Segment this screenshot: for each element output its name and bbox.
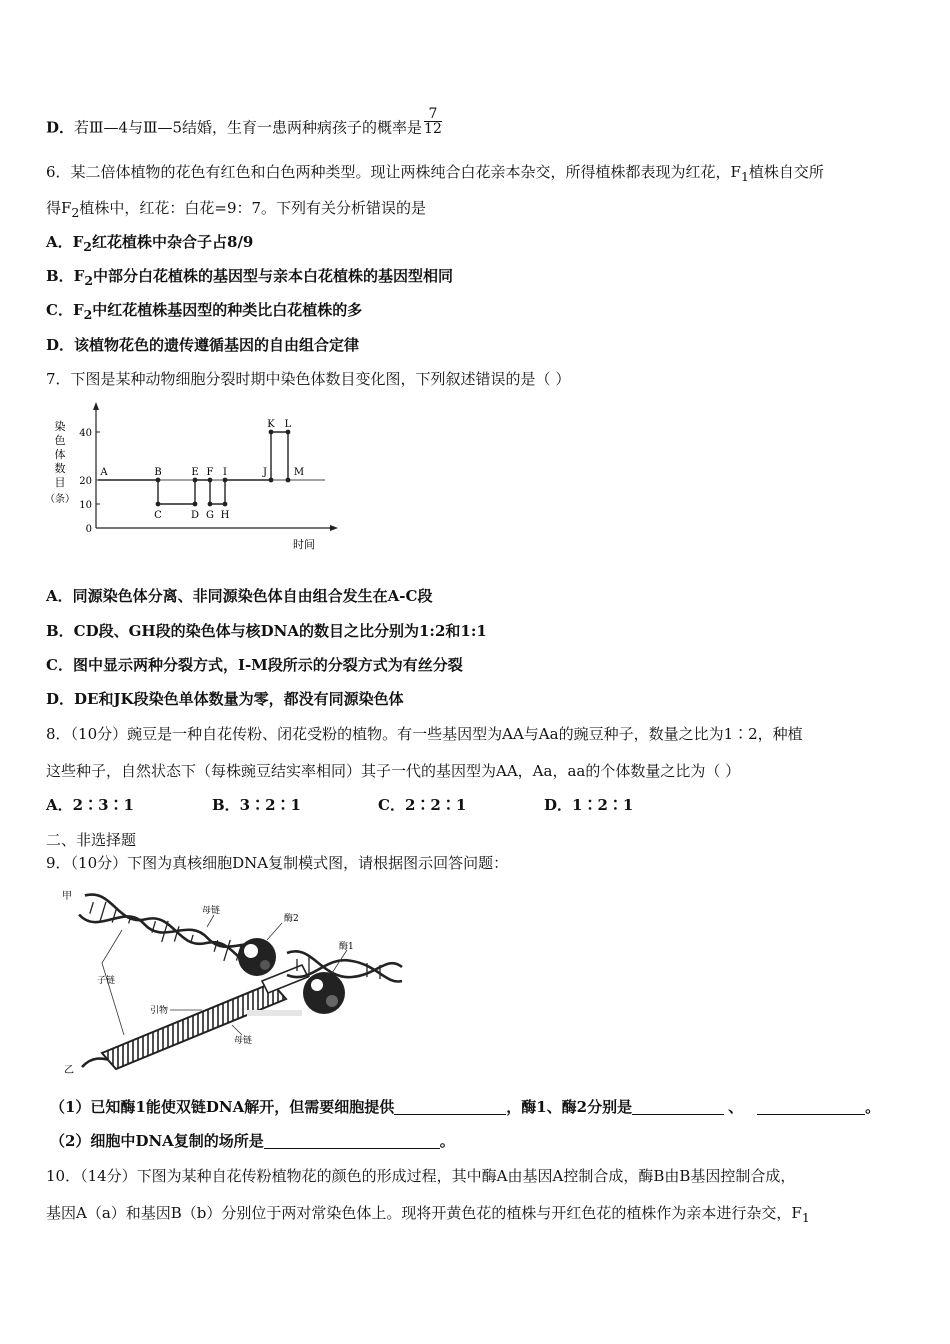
data-point [269, 478, 274, 483]
data-point [223, 478, 228, 483]
label-parent-strand-bottom: 母链 [234, 1036, 253, 1046]
y-tick-label: 0 [85, 524, 92, 535]
data-point [286, 430, 291, 435]
point-label: F [206, 467, 214, 478]
y-axis-arrow [93, 402, 99, 410]
q7-option-a: A．同源染色体分离、非同源染色体自由组合发生在A-C段 [46, 587, 433, 605]
q9-sub1-text: （1）已知酶1能使双链DNA解开，但需要细胞提供 [50, 1098, 395, 1116]
y-axis-label-char: 色 [54, 434, 66, 447]
data-point [208, 502, 213, 507]
q10-stem-line1: 10．（14分）下图为某种自花传粉植物花的颜色的形成过程，其中酶A由基因A控制合成，酶B由B基因控制合成， [46, 1167, 796, 1185]
label-daughter-strand: 子链 [97, 976, 116, 986]
point-label: H [220, 510, 230, 521]
q8-option-b: B．3∶2∶1 [212, 796, 301, 814]
x-axis-arrow [330, 525, 338, 531]
point-label: L [284, 419, 292, 430]
q7-option-b: B．CD段、GH段的染色体与核DNA的数目之比分别为1:2和1:1 [46, 622, 487, 640]
point-label: J [262, 467, 268, 478]
y-axis-label-char: 染 [54, 420, 66, 433]
y-axis-label-char: 数 [54, 462, 66, 475]
point-label: B [154, 467, 162, 478]
y-axis-label-char: 体 [54, 448, 66, 461]
answer-blank[interactable] [757, 1099, 865, 1115]
point-label: M [293, 467, 305, 478]
label-yi: 乙 [64, 1065, 74, 1076]
enzyme-2 [238, 938, 276, 976]
subscript: 2 [83, 239, 92, 254]
answer-blank[interactable] [632, 1099, 724, 1115]
q6-option-a [46, 232, 253, 257]
option-text: 红花植株中杂合子占8/9 [92, 233, 254, 251]
label-jia: 甲 [62, 891, 72, 902]
q9-stem: 9．（10分）下图为真核细胞DNA复制模式图，请根据图示回答问题： [46, 854, 509, 872]
label-primer: 引物 [150, 1006, 169, 1016]
point-label: K [267, 419, 275, 430]
fraction [424, 107, 442, 136]
y-tick-label: 40 [79, 428, 92, 439]
right-helix [287, 951, 402, 981]
q6-stem-text: 6．某二倍体植物的花色有红色和白色两种类型。现让两株纯合白花亲本杂交，所得植株都表现为红花，F [46, 163, 741, 181]
point-label: A [100, 467, 108, 478]
data-point [269, 430, 274, 435]
q10-stem2-text: 基因A（a）和基因B（b）分别位于两对常染色体上。现将开黄色花的植株与开红色花的植株作为亲本进行杂交，F [46, 1204, 802, 1222]
option-text: 中部分白花植株的基因型与亲本白花植株的基因型相同 [93, 267, 454, 285]
point-label: G [206, 510, 214, 521]
q6-option-c [46, 300, 362, 325]
q10-stem-line2 [46, 1203, 810, 1228]
subscript: 2 [71, 205, 80, 220]
q9-sub2 [50, 1131, 455, 1151]
option-pre: C．F [46, 301, 84, 319]
q5-option-d-label: D． [46, 118, 75, 137]
q6-option-d: D．该植物花色的遗传遵循基因的自由组合定律 [46, 336, 360, 354]
y-tick-label: 20 [79, 476, 92, 487]
subscript: 2 [84, 273, 94, 288]
option-pre: A．F [46, 233, 84, 251]
point-label: I [223, 467, 227, 478]
q6-stem2-pre: 得F [46, 199, 72, 217]
q7-option-d: D．DE和JK段染色单体数量为零，都没有同源染色体 [46, 690, 404, 708]
point-label: D [190, 510, 200, 521]
q6-option-b [46, 266, 453, 291]
dna-replication-diagram [62, 885, 422, 1085]
y-tick-label: 10 [79, 500, 92, 511]
q6-stem2-end: 植株中，红花：白花=9：7。下列有关分析错误的是 [79, 199, 427, 217]
y-axis-label-char: 目 [54, 476, 66, 489]
option-text: 中红花植株基因型的种类比白花植株的多 [92, 301, 363, 319]
label-enzyme-2: 酶2 [284, 914, 299, 924]
section-title: 二、非选择题 [46, 831, 137, 849]
y-axis-label-unit: （条） [45, 494, 75, 505]
data-point [208, 478, 213, 483]
q8-options [46, 795, 633, 815]
q8-option-c: C．2∶2∶1 [378, 796, 467, 814]
q6-stem-text-end: 植株自交所 [748, 163, 824, 181]
period: 。 [865, 1098, 881, 1116]
q9-sub1 [50, 1097, 880, 1117]
q5-option-d-text: 若Ⅲ—4与Ⅲ—5结婚，生育一患两种病孩子的概率是 [74, 118, 423, 137]
fraction-denominator: 12 [424, 121, 442, 137]
q9-sub1-text2: ，酶1、酶2分别是 [506, 1098, 633, 1116]
data-point [193, 478, 198, 483]
label-parent-strand-top: 母链 [202, 906, 221, 916]
fraction-numerator: 7 [424, 107, 442, 122]
q6-stem-line2 [46, 198, 426, 223]
q8-option-d: D．1∶2∶1 [544, 796, 634, 814]
q9-sub2-text: （2）细胞中DNA复制的场所是 [50, 1132, 264, 1150]
data-point [156, 478, 161, 483]
answer-blank[interactable] [394, 1099, 506, 1115]
subscript: 1 [740, 169, 749, 184]
chromosome-count-chart [40, 398, 350, 558]
enzyme-1 [303, 972, 345, 1014]
label-enzyme-1: 酶1 [339, 942, 354, 952]
q8-option-a: A．2∶3∶1 [46, 796, 134, 814]
q6-stem-line1 [46, 162, 824, 187]
data-point [286, 478, 291, 483]
subscript: 1 [801, 1210, 810, 1225]
lower-helix [82, 965, 308, 1069]
point-label: C [154, 510, 162, 521]
point-label: E [191, 467, 199, 478]
q7-option-c: C．图中显示两种分裂方式，I-M段所示的分裂方式为有丝分裂 [46, 656, 463, 674]
q8-stem-line2: 这些种子，自然状态下（每株豌豆结实率相同）其子一代的基因型为AA，Aa，aa的个体数量之比为（ ） [46, 762, 741, 780]
subscript: 2 [83, 307, 93, 322]
data-point [193, 502, 198, 507]
period: 。 [439, 1132, 455, 1150]
x-axis-label: 时间 [293, 538, 315, 551]
separator: 、 [728, 1098, 744, 1116]
q5-option-d [46, 106, 442, 143]
answer-blank[interactable] [264, 1133, 440, 1149]
data-point [223, 502, 228, 507]
q8-stem-line1: 8．（10分）豌豆是一种自花传粉、闭花受粉的植物。有一些基因型为AA与Aa的豌豆种子，数量之比为1∶2，种植 [46, 725, 803, 743]
data-point [156, 502, 161, 507]
q7-stem: 7．下图是某种动物细胞分裂时期中染色体数目变化图，下列叙述错误的是（ ） [46, 370, 571, 388]
option-pre: B．F [46, 267, 85, 285]
